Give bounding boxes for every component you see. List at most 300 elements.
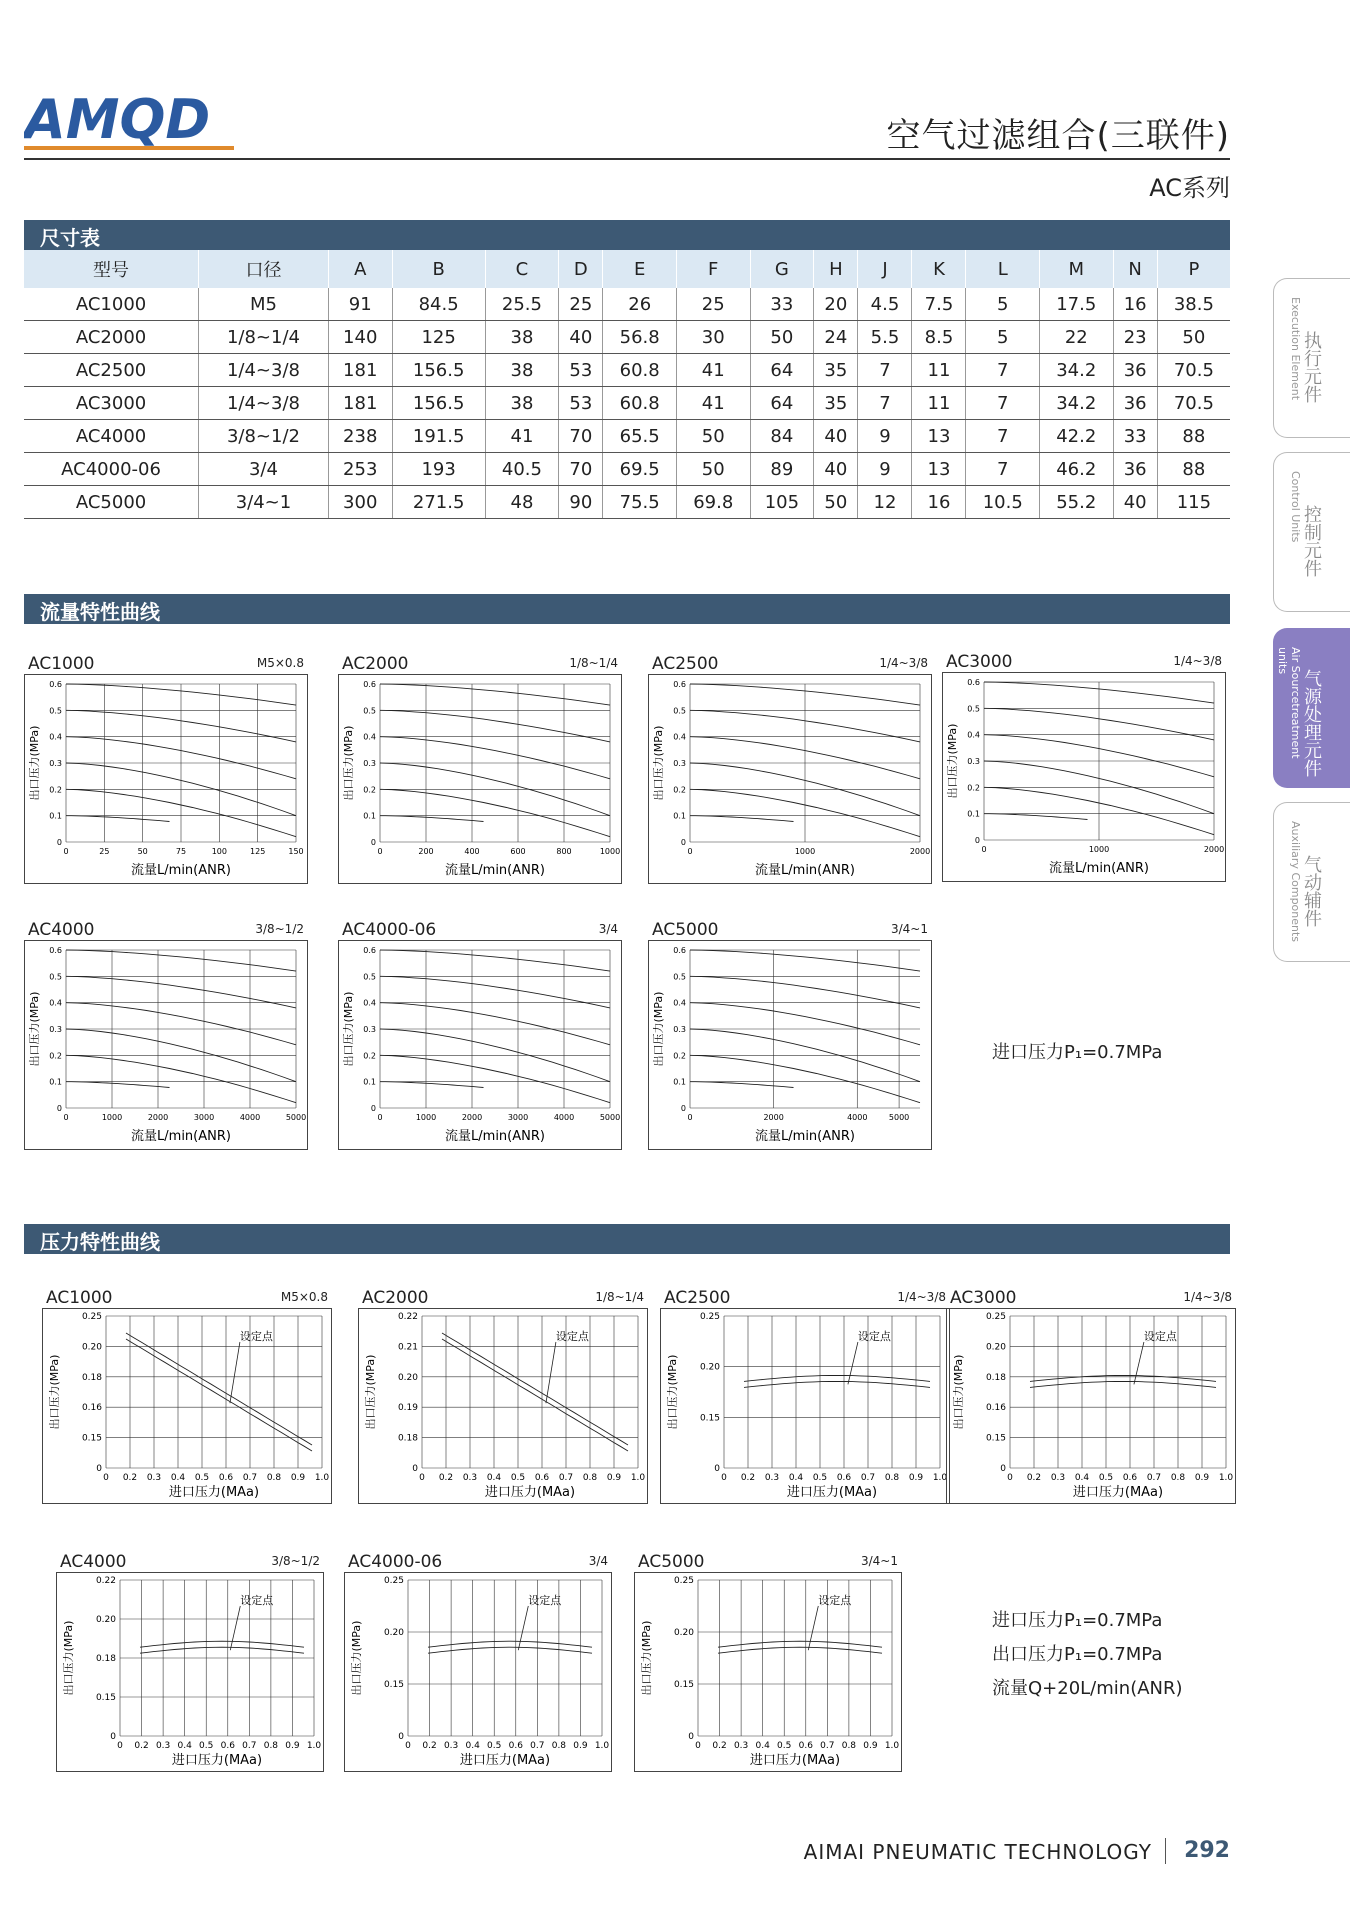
x-tick-label: 0.2 — [438, 1473, 454, 1483]
table-cell: 17.5 — [1040, 288, 1114, 321]
x-tick-label: 0.5 — [1098, 1473, 1114, 1483]
pressure-curve-down — [140, 1647, 304, 1653]
y-tick-label: 0.4 — [673, 998, 686, 1008]
pressure-note-flow: 流量Q+20L/min(ANR) — [992, 1678, 1183, 1699]
y-tick-label: 0.5 — [49, 706, 62, 716]
column-header: 口径 — [199, 250, 329, 288]
chart-title: AC1000 — [28, 654, 95, 674]
column-header: J — [858, 250, 912, 288]
table-cell: 181 — [328, 387, 392, 420]
y-tick-label: 0.3 — [363, 759, 376, 768]
x-tick-label: 3000 — [193, 1113, 215, 1122]
table-cell: 65.5 — [603, 420, 677, 453]
column-header: F — [676, 250, 750, 288]
table-cell: 25.5 — [485, 288, 559, 321]
x-tick-label: 0 — [721, 1473, 727, 1483]
pressure-section-title: 压力特性曲线 — [40, 1230, 160, 1254]
chart-title: AC2500 — [664, 1288, 731, 1308]
footer-separator — [1165, 1838, 1166, 1864]
x-tick-label: 0 — [377, 847, 383, 856]
table-cell: 156.5 — [392, 354, 485, 387]
column-header: M — [1040, 250, 1114, 288]
y-tick-label: 0.6 — [49, 680, 62, 689]
table-cell: 40.5 — [485, 453, 559, 486]
table-cell: 50 — [1157, 321, 1230, 354]
x-tick-label: 1000 — [1088, 845, 1110, 854]
y-axis-label: 出口压力(MPa) — [28, 725, 41, 801]
table-cell: 24 — [814, 321, 858, 354]
table-cell: 238 — [328, 420, 392, 453]
y-tick-label: 0.16 — [985, 1403, 1006, 1414]
x-tick-label: 0.5 — [510, 1473, 526, 1483]
chart-title: AC2000 — [362, 1288, 429, 1308]
x-tick-label: 0.8 — [884, 1473, 900, 1483]
x-tick-label: 5000 — [888, 1113, 910, 1122]
page-number: 292 — [1184, 1838, 1230, 1863]
x-tick-label: 1.0 — [932, 1473, 948, 1483]
y-axis-label: 出口压力(MPa) — [652, 725, 665, 801]
table-cell: 5 — [966, 321, 1040, 354]
x-axis-label: 进口压力(MAa) — [1072, 1485, 1164, 1500]
table-cell: 50 — [750, 321, 814, 354]
logo-underline — [24, 146, 234, 150]
x-tick-label: 1000 — [415, 1113, 437, 1122]
x-tick-label: 0.9 — [1194, 1473, 1210, 1483]
page-subtitle: AC系列 — [1149, 174, 1230, 202]
y-tick-label: 0.25 — [985, 1312, 1006, 1322]
x-tick-label: 0 — [117, 1741, 123, 1751]
x-tick-label: 0.8 — [582, 1473, 598, 1483]
x-tick-label: 0.4 — [177, 1741, 192, 1751]
y-tick-label: 0.1 — [967, 809, 980, 819]
chart-port-size: 1/4~3/8 — [1183, 1290, 1232, 1304]
table-cell: 70 — [559, 453, 603, 486]
y-tick-label: 0 — [110, 1732, 116, 1742]
y-tick-label: 0.16 — [81, 1403, 102, 1414]
x-tick-label: 0.8 — [841, 1741, 857, 1751]
table-cell: 40 — [814, 420, 858, 453]
y-axis-label: 出口压力(MPa) — [342, 725, 355, 801]
y-tick-label: 0.20 — [383, 1628, 404, 1638]
flow-chart-ac2000 — [338, 654, 622, 890]
x-axis-label: 流量L/min(ANR) — [445, 863, 545, 878]
table-cell: AC2500 — [24, 354, 199, 387]
y-tick-label: 0.20 — [673, 1628, 694, 1638]
x-tick-label: 0.3 — [443, 1741, 459, 1751]
column-header: A — [328, 250, 392, 288]
x-tick-label: 0.2 — [122, 1473, 138, 1483]
flow-chart-ac4000 — [24, 920, 308, 1156]
y-tick-label: 0.5 — [49, 972, 62, 982]
setpoint-leader — [546, 1342, 556, 1403]
chart-port-size: 3/4 — [598, 922, 618, 936]
sidebar-tab-sublabel: Execution Element — [1289, 297, 1302, 401]
table-cell: 46.2 — [1040, 453, 1114, 486]
x-tick-label: 0.9 — [290, 1473, 306, 1483]
table-cell: 22 — [1040, 321, 1114, 354]
sidebar-tab-air-treatment[interactable] — [1273, 628, 1350, 788]
pressure-note-outlet: 出口压力P₁=0.7MPa — [992, 1644, 1163, 1665]
table-cell: 50 — [814, 486, 858, 519]
table-cell: 1/8~1/4 — [199, 321, 329, 354]
y-axis-label: 出口压力(MPa) — [62, 1620, 75, 1696]
setpoint-label: 设定点 — [555, 1330, 589, 1343]
y-axis-label: 出口压力(MPa) — [652, 991, 665, 1067]
table-row — [24, 354, 1230, 387]
x-tick-label: 1.0 — [630, 1473, 646, 1483]
x-tick-label: 0.2 — [1026, 1473, 1042, 1483]
x-tick-label: 100 — [211, 847, 227, 856]
x-tick-label: 0.5 — [194, 1473, 210, 1483]
column-header: K — [912, 250, 966, 288]
table-cell: 88 — [1157, 420, 1230, 453]
column-header: C — [485, 250, 559, 288]
pressure-chart-ac4000-06 — [344, 1552, 612, 1774]
table-cell: 42.2 — [1040, 420, 1114, 453]
y-tick-label: 0.5 — [673, 972, 686, 982]
x-tick-label: 0 — [63, 847, 69, 856]
y-tick-label: 0.6 — [673, 680, 686, 689]
chart-port-size: 3/8~1/2 — [271, 1554, 320, 1568]
y-tick-label: 0.3 — [49, 759, 62, 768]
y-tick-label: 0 — [680, 1104, 686, 1113]
x-tick-label: 2000 — [909, 847, 931, 856]
y-tick-label: 0.5 — [967, 704, 980, 714]
y-tick-label: 0.5 — [363, 706, 376, 716]
flow-curve — [380, 816, 484, 822]
table-cell: 69.5 — [603, 453, 677, 486]
y-tick-label: 0 — [96, 1464, 102, 1474]
x-tick-label: 0.6 — [220, 1741, 235, 1751]
x-tick-label: 0 — [377, 1113, 383, 1122]
x-tick-label: 0.6 — [798, 1741, 813, 1751]
setpoint-leader — [1134, 1342, 1144, 1384]
chart-title: AC2500 — [652, 654, 719, 674]
y-tick-label: 0.3 — [673, 1025, 686, 1034]
sidebar-tab-execution[interactable] — [1273, 278, 1350, 438]
table-cell: 90 — [559, 486, 603, 519]
table-cell: 75.5 — [603, 486, 677, 519]
table-cell: 36 — [1113, 387, 1157, 420]
y-tick-label: 0.2 — [363, 1051, 376, 1061]
table-row — [24, 453, 1230, 486]
flow-section-bar — [24, 594, 1230, 624]
table-cell: 3/4~1 — [199, 486, 329, 519]
table-cell: 91 — [328, 288, 392, 321]
flow-curve — [380, 976, 610, 1008]
flow-curve — [380, 1082, 484, 1088]
table-cell: 40 — [814, 453, 858, 486]
pressure-curve-up — [718, 1641, 882, 1647]
y-tick-label: 0 — [398, 1732, 404, 1742]
x-tick-label: 125 — [250, 847, 266, 856]
setpoint-label: 设定点 — [528, 1594, 562, 1607]
chart-port-size: 3/4~1 — [860, 1554, 898, 1568]
y-tick-label: 0.4 — [363, 732, 376, 742]
table-cell: 125 — [392, 321, 485, 354]
y-tick-label: 0 — [370, 1104, 376, 1113]
y-tick-label: 0.1 — [363, 1077, 376, 1087]
sidebar-tab-control[interactable] — [1273, 452, 1350, 612]
y-tick-label: 0.1 — [49, 811, 62, 821]
pressure-chart-svg — [358, 1308, 648, 1504]
y-tick-label: 0.15 — [699, 1413, 720, 1424]
table-cell: 70.5 — [1157, 387, 1230, 420]
flow-curve — [380, 950, 610, 971]
table-row — [24, 387, 1230, 420]
y-tick-label: 0.18 — [397, 1433, 418, 1444]
x-axis-label: 流量L/min(ANR) — [445, 1129, 545, 1144]
table-cell: 7 — [966, 453, 1040, 486]
chart-port-size: 1/4~3/8 — [1173, 654, 1222, 668]
chart-title: AC4000 — [28, 920, 95, 940]
x-tick-label: 0 — [103, 1473, 109, 1483]
table-cell: 56.8 — [603, 321, 677, 354]
table-cell: AC5000 — [24, 486, 199, 519]
y-tick-label: 0.2 — [673, 1051, 686, 1061]
x-tick-label: 0.7 — [242, 1741, 257, 1751]
x-tick-label: 0.9 — [285, 1741, 300, 1751]
x-tick-label: 0 — [1007, 1473, 1013, 1483]
x-tick-label: 0.9 — [573, 1741, 588, 1751]
x-tick-label: 0.4 — [465, 1741, 480, 1751]
x-tick-label: 0.3 — [155, 1741, 171, 1751]
x-tick-label: 1000 — [599, 847, 621, 856]
x-tick-label: 3000 — [507, 1113, 529, 1122]
table-header-row — [24, 250, 1230, 288]
y-tick-label: 0 — [714, 1464, 720, 1474]
x-axis-label: 进口压力(MAa) — [168, 1485, 260, 1500]
table-cell: 40 — [559, 321, 603, 354]
column-header: E — [603, 250, 677, 288]
pressure-curve-up — [140, 1641, 304, 1647]
x-tick-label: 2000 — [1203, 845, 1225, 854]
y-tick-label: 0.18 — [81, 1372, 102, 1383]
x-axis-label: 流量L/min(ANR) — [1049, 861, 1149, 876]
x-tick-label: 0 — [419, 1473, 425, 1483]
pressure-chart-ac5000 — [634, 1552, 902, 1774]
flow-curve — [66, 950, 296, 971]
y-tick-label: 0.25 — [699, 1312, 720, 1322]
y-tick-label: 0.2 — [49, 785, 62, 795]
table-cell: 84.5 — [392, 288, 485, 321]
x-tick-label: 400 — [464, 847, 480, 856]
flow-chart-svg — [648, 940, 932, 1150]
y-tick-label: 0.20 — [81, 1342, 102, 1353]
y-tick-label: 0.5 — [363, 972, 376, 982]
y-axis-label: 出口压力(MPa) — [952, 1354, 965, 1430]
x-tick-label: 0.9 — [863, 1741, 878, 1751]
table-cell: 41 — [485, 420, 559, 453]
x-tick-label: 0.8 — [263, 1741, 279, 1751]
x-tick-label: 5000 — [285, 1113, 307, 1122]
y-tick-label: 0.2 — [49, 1051, 62, 1061]
table-cell: 34.2 — [1040, 387, 1114, 420]
table-cell: 55.2 — [1040, 486, 1114, 519]
y-tick-label: 0.18 — [985, 1372, 1006, 1383]
table-cell: 140 — [328, 321, 392, 354]
x-tick-label: 0.6 — [836, 1473, 852, 1483]
chart-port-size: M5×0.8 — [280, 1290, 328, 1304]
table-cell: 13 — [912, 453, 966, 486]
y-tick-label: 0.15 — [673, 1680, 694, 1690]
y-tick-label: 0.15 — [95, 1693, 116, 1703]
setpoint-label: 设定点 — [239, 1330, 273, 1343]
y-tick-label: 0.15 — [383, 1680, 404, 1690]
sidebar-tab-label: 控制元件 — [1301, 505, 1322, 577]
sidebar-tab-auxiliary[interactable] — [1273, 802, 1350, 962]
x-axis-label: 流量L/min(ANR) — [131, 1129, 231, 1144]
table-cell: 193 — [392, 453, 485, 486]
table-cell: 69.8 — [676, 486, 750, 519]
flow-chart-svg — [24, 674, 308, 884]
y-tick-label: 0.21 — [397, 1342, 418, 1353]
chart-title: AC5000 — [638, 1552, 705, 1572]
y-tick-label: 0 — [974, 836, 980, 845]
table-cell: 7 — [966, 387, 1040, 420]
chart-title: AC2000 — [342, 654, 409, 674]
x-axis-label: 流量L/min(ANR) — [755, 863, 855, 878]
x-tick-label: 0.7 — [860, 1473, 876, 1483]
x-tick-label: 0.7 — [820, 1741, 835, 1751]
x-tick-label: 25 — [99, 847, 110, 856]
y-tick-label: 0.2 — [673, 785, 686, 795]
y-tick-label: 0.6 — [363, 946, 376, 955]
x-tick-label: 0 — [687, 847, 693, 856]
y-tick-label: 0.19 — [397, 1403, 418, 1414]
pressure-chart-ac2000 — [358, 1288, 648, 1506]
y-tick-label: 0.1 — [673, 1077, 686, 1087]
table-cell: 20 — [814, 288, 858, 321]
table-cell: 38.5 — [1157, 288, 1230, 321]
x-axis-label: 进口压力(MAa) — [484, 1485, 576, 1500]
x-tick-label: 0.5 — [812, 1473, 828, 1483]
table-cell: 50 — [676, 420, 750, 453]
flow-curve — [380, 737, 610, 779]
chart-port-size: 3/8~1/2 — [255, 922, 304, 936]
table-cell: 60.8 — [603, 387, 677, 420]
flow-curve — [66, 1055, 296, 1102]
y-axis-label: 出口压力(MPa) — [666, 1354, 679, 1430]
y-tick-label: 0.6 — [363, 680, 376, 689]
table-cell: AC1000 — [24, 288, 199, 321]
x-tick-label: 1.0 — [594, 1741, 610, 1751]
table-cell: 7 — [858, 354, 912, 387]
x-tick-label: 0.8 — [266, 1473, 282, 1483]
pressure-curve-down — [718, 1647, 882, 1653]
pressure-chart-svg — [660, 1308, 950, 1504]
x-axis-label: 进口压力(MAa) — [171, 1753, 263, 1768]
flow-chart-svg — [338, 940, 622, 1150]
sidebar-tab-label: 执行元件 — [1301, 331, 1322, 403]
pressure-chart-svg — [344, 1572, 612, 1772]
table-cell: AC2000 — [24, 321, 199, 354]
table-row — [24, 288, 1230, 321]
flow-curve — [690, 1082, 794, 1088]
dims-section-bar — [24, 220, 1230, 250]
x-tick-label: 4000 — [239, 1113, 261, 1122]
table-cell: AC3000 — [24, 387, 199, 420]
chart-title: AC4000-06 — [348, 1552, 443, 1572]
x-tick-label: 0.2 — [712, 1741, 727, 1751]
table-cell: 8.5 — [912, 321, 966, 354]
table-cell: 60.8 — [603, 354, 677, 387]
x-tick-label: 0.3 — [462, 1473, 478, 1483]
y-tick-label: 0 — [370, 838, 376, 847]
x-axis-label: 进口压力(MAa) — [749, 1753, 841, 1768]
x-tick-label: 0.5 — [199, 1741, 214, 1751]
y-axis-label: 出口压力(MPa) — [364, 1354, 377, 1430]
y-tick-label: 0.22 — [95, 1576, 116, 1586]
table-cell: 38 — [485, 354, 559, 387]
table-cell: 33 — [750, 288, 814, 321]
table-cell: 5.5 — [858, 321, 912, 354]
y-tick-label: 0.3 — [49, 1025, 62, 1034]
column-header: L — [966, 250, 1040, 288]
table-cell: 7 — [858, 387, 912, 420]
pressure-chart-svg — [56, 1572, 324, 1772]
flow-curve — [380, 1003, 610, 1045]
table-cell: 191.5 — [392, 420, 485, 453]
table-cell: 300 — [328, 486, 392, 519]
x-tick-label: 0.7 — [558, 1473, 574, 1483]
table-cell: 36 — [1113, 354, 1157, 387]
table-cell: 64 — [750, 354, 814, 387]
x-tick-label: 0.4 — [755, 1741, 770, 1751]
chart-port-size: 3/4~1 — [890, 922, 928, 936]
flow-chart-ac4000-06 — [338, 920, 622, 1156]
pressure-chart-svg — [42, 1308, 332, 1504]
flow-chart-ac1000 — [24, 654, 308, 890]
flow-chart-svg — [24, 940, 308, 1150]
flow-curve — [690, 976, 920, 1008]
table-cell: 34.2 — [1040, 354, 1114, 387]
y-axis-label: 出口压力(MPa) — [28, 991, 41, 1067]
setpoint-label: 设定点 — [818, 1594, 852, 1607]
setpoint-label: 设定点 — [240, 1594, 274, 1607]
x-axis-label: 流量L/min(ANR) — [755, 1129, 855, 1144]
x-tick-label: 0.4 — [1074, 1473, 1090, 1483]
y-tick-label: 0.4 — [49, 732, 62, 742]
x-tick-label: 800 — [556, 847, 572, 856]
table-cell: 1/4~3/8 — [199, 387, 329, 420]
setpoint-label: 设定点 — [857, 1330, 891, 1343]
table-cell: 11 — [912, 354, 966, 387]
y-axis-label: 出口压力(MPa) — [342, 991, 355, 1067]
y-tick-label: 0.5 — [673, 706, 686, 716]
flow-chart-svg — [942, 672, 1226, 882]
flow-curve — [380, 684, 610, 705]
x-tick-label: 1000 — [794, 847, 816, 856]
y-axis-label: 出口压力(MPa) — [946, 723, 959, 799]
y-axis-label: 出口压力(MPa) — [48, 1354, 61, 1430]
page-title: 空气过滤组合(三联件) — [886, 116, 1230, 156]
y-tick-label: 0.4 — [967, 730, 980, 740]
table-cell: 105 — [750, 486, 814, 519]
table-cell: 13 — [912, 420, 966, 453]
y-tick-label: 0.1 — [363, 811, 376, 821]
chart-title: AC4000-06 — [342, 920, 437, 940]
sidebar-tab-label: 气源处理元件 — [1301, 669, 1322, 777]
x-tick-label: 2000 — [763, 1113, 784, 1122]
chart-title: AC3000 — [950, 1288, 1017, 1308]
pressure-chart-ac4000 — [56, 1552, 324, 1774]
x-tick-label: 600 — [510, 847, 526, 856]
table-body — [24, 288, 1230, 519]
x-tick-label: 0.6 — [218, 1473, 234, 1483]
y-tick-label: 0.15 — [81, 1433, 102, 1444]
table-cell: 3/4 — [199, 453, 329, 486]
